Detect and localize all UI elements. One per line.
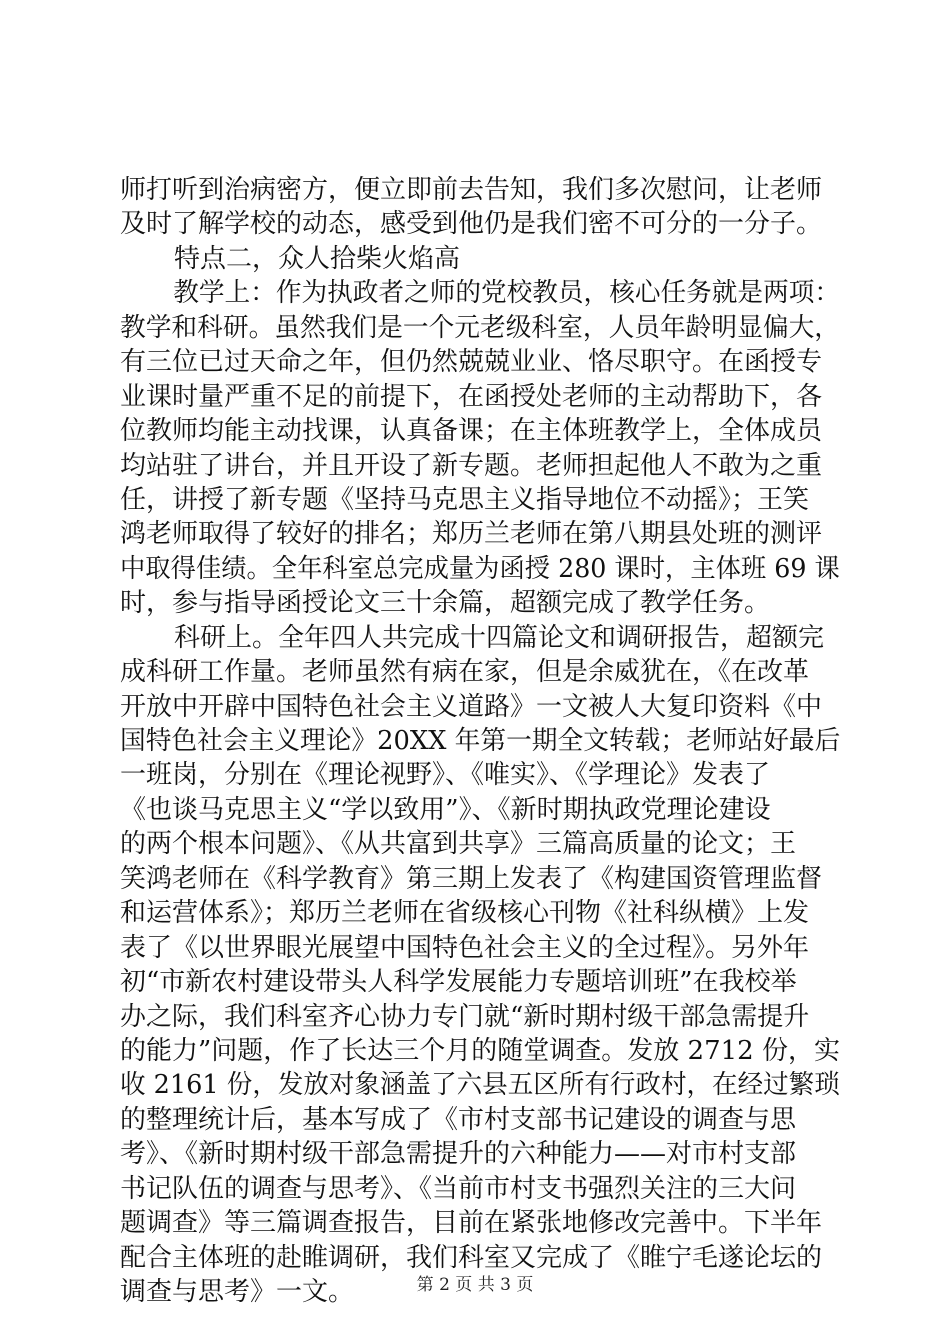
text-line: 任，讲授了新专题《坚持马克思主义指导地位不动摇》；王笑 [120,484,810,515]
text-line: 的整理统计后，基本写成了《市村支部书记建设的调查与思 [120,1104,797,1135]
text-line: 及时了解学校的动态，感受到他仍是我们密不可分的一分子。 [120,209,823,240]
text-line: 调查与思考》一文。 [120,1277,355,1307]
text-line: 开放中开辟中国特色社会主义道路》一文被人大复印资料《中 [120,691,823,722]
text-line: 教学和科研。虽然我们是一个元老级科室，人员年龄明显偏大， [120,312,841,343]
text-line: 办之际，我们科室齐心协力专门就“新时期村级干部急需提升 [120,1001,810,1032]
text-line: 初“市新农村建设带头人科学发展能力专题培训班”在我校举 [120,967,797,998]
text-line: 的能力”问题，作了长达三个月的随堂调查。发放 2712 份，实 [120,1035,840,1066]
body-text [120,173,840,1309]
text-line: 题调查》等三篇调查报告，目前在紧张地修改完善中。下半年 [120,1208,823,1239]
text-line: 表了《以世界眼光展望中国特色社会主义的全过程》。另外年 [120,932,810,963]
page-number-footer: 第 2 页 共 3 页 [416,1275,534,1295]
text-line: 业课时量严重不足的前提下，在函授处老师的主动帮助下，各 [120,381,823,412]
text-line: 位教师均能主动找课，认真备课；在主体班教学上，全体成员 [120,416,823,447]
text-line: 中取得佳绩。全年科室总完成量为函授 280 课时，主体班 69 课 [120,553,840,584]
text-line: 书记队伍的调查与思考》、《当前市村支书强烈关注的三大问 [120,1173,797,1204]
text-line: 科研上。全年四人共完成十四篇论文和调研报告，超额完 [174,622,825,653]
text-line: 考》、《新时期村级干部急需提升的六种能力——对市村支部 [120,1139,797,1170]
text-line: 有三位已过天命之年，但仍然兢兢业业、恪尽职守。在函授专 [120,347,823,378]
text-line: 师打听到治病密方，便立即前去告知，我们多次慰问，让老师 [120,175,823,205]
text-line: 《也谈马克思主义“学以致用”》、《新时期执政党理论建设 [120,794,771,825]
text-line: 教学上：作为执政者之师的党校教员，核心任务就是两项： [173,278,841,309]
text-line: 和运营体系》；郑历兰老师在省级核心刊物《社科纵横》上发 [120,898,810,929]
text-line: 的两个根本问题》、《从共富到共享》三篇高质量的论文；王 [120,829,797,860]
text-line: 收 2161 份，发放对象涵盖了六县五区所有行政村，在经过繁琐 [120,1070,840,1101]
text-line: 均站驻了讲台，并且开设了新专题。老师担起他人不敢为之重 [120,450,823,481]
text-line: 一班岗，分别在《理论视野》、《唯实》、《学理论》发表了 [120,760,771,791]
text-line: 国特色社会主义理论》20XX 年第一期全文转载；老师站好最后 [120,726,841,756]
text-line: 配合主体班的赴睢调研，我们科室又完成了《睢宁毛遂论坛的 [120,1242,823,1273]
text-line: 笑鸿老师在《科学教育》第三期上发表了《构建国资管理监督 [120,863,823,894]
text-line: 时，参与指导函授论文三十余篇，超额完成了教学任务。 [120,588,771,619]
text-line: 鸿老师取得了较好的排名；郑历兰老师在第八期县处班的测评 [120,519,823,550]
section-heading: 特点二，众人拾柴火焰高 [174,243,461,274]
text-line: 成科研工作量。老师虽然有病在家，但是余威犹在，《在改革 [120,657,810,688]
